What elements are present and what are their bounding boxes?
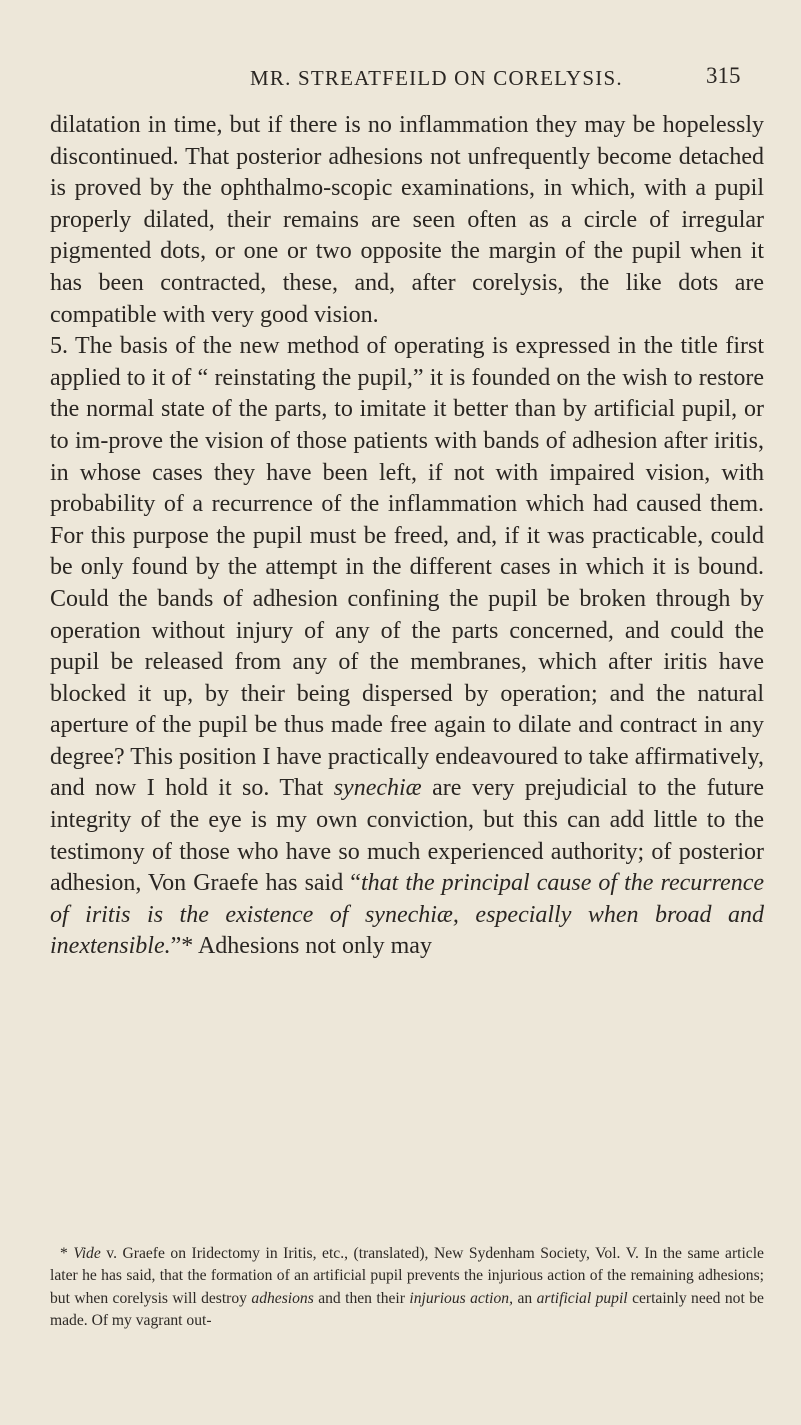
paragraph-1 [50,110,764,331]
footnote-text-c: an [517,1289,533,1307]
paragraph-1-text: dilatation in time, but if there is no inflammation they may be hopelessly discontinued. That posterior adhesions not unfrequently become detached is proved by the ophthalmo-scopic examinations, in which, with a pupil properly dilated, their remains are seen often as a circle of irregular pigmented dots, or one or two opposite the margin of the pupil when it has been contracted, these, and, after corelysis, the like dots are compatible with very good vision. [50,112,764,328]
paragraph-2-text-c: ”* Adhesions not only may [170,933,432,960]
footnote-text-a: v. Graefe on Iridectomy in Iritis, etc., (translated), New Sydenham Society, Vol. V. In the same article later he has said, that the formation of an artificial pupil prevents the injurious action of the remaining adhesions; but when corelysis will destroy [50,1245,764,1307]
footnote-adhesions: adhesions [251,1289,314,1307]
page-header [0,63,801,96]
footnote-injurious-action: injurious action, [409,1289,514,1307]
running-head: MR. STREATFEILD ON CORELYSIS. [250,66,623,90]
paragraph-2-text-b: are very prejudicial to the future integrity of the eye is my own conviction, but this can add little to the testimony of those who have so much experienced authority; of posterior adhesion, Von Graefe has said “ [50,775,764,897]
graefe-quote: that the principal cause of the recurrence of iritis is the existence of synechiæ, especially when broad and inextensible. [50,870,764,960]
paragraph-2 [50,331,764,963]
footnote-text-d: certainly need not be made. Of my vagrant out- [50,1289,764,1330]
page-number: 315 [706,63,741,88]
body-text [50,110,764,963]
footnote-artificial-pupil: artificial pupil [536,1289,628,1307]
synechiae-italic: synechiæ [333,775,422,802]
footnote-vide: Vide [73,1245,101,1262]
footnote [50,1243,764,1333]
paragraph-2-text-a: 5. The basis of the new method of operating is expressed in the title first applied to it of “ reinstating the pupil,” it is founded on the wish to restore the normal state of the parts, to imitate it better than by artificial pupil, or to im-prove the vision of those patients with bands of adhesion after iritis, in whose cases they have been left, if not with impaired vision, with probability of a recurrence of the inflammation which had caused them. For this purpose the pupil must be freed, and, if it was practicable, could be only found by the attempt in the different cases in which it is bound. Could the bands of adhesion confining the pupil be broken through by operation without injury of any of the parts concerned, and could the pupil be released from any of the membranes, which after iritis have blocked it up, by their being dispersed by operation; and the natural aperture of the pupil be thus made free again to dilate and contract in any degree? This position I have practically endeavoured to take affirmatively, and now I hold it so. That [50,333,764,802]
footnote-marker: * [60,1245,68,1262]
footnote-text-b: and then their [318,1289,405,1307]
